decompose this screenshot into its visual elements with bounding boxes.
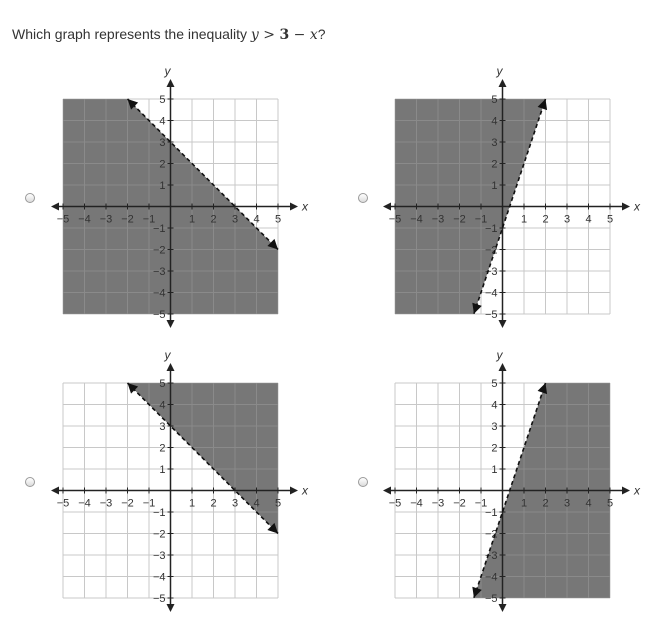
y-tick-label: 1 — [491, 464, 498, 476]
y-tick-label: −3 — [152, 550, 166, 562]
y-tick-label: 4 — [159, 115, 166, 128]
y-tick-label: 3 — [491, 137, 498, 149]
x-tick-label: 5 — [606, 497, 614, 510]
x-tick-label: 5 — [274, 497, 282, 510]
y-tick-label: −3 — [484, 266, 498, 278]
y-tick-label: −4 — [484, 571, 498, 584]
y-axis-top-arrow — [167, 79, 175, 87]
question-prefix: Which graph represents the inequality — [12, 26, 251, 42]
y-tick-label: −3 — [484, 550, 498, 562]
y-tick-label: −2 — [484, 528, 498, 541]
x-axis-label: x — [634, 483, 640, 498]
y-tick-label: −3 — [152, 266, 166, 278]
inequality-minus: − — [289, 27, 310, 43]
y-tick-label: −5 — [152, 309, 166, 321]
y-axis-bottom-arrow — [499, 604, 507, 612]
x-tick-label: −5 — [56, 497, 70, 510]
y-tick-label: −4 — [484, 287, 498, 300]
question-suffix: ? — [317, 26, 326, 42]
x-tick-label: −3 — [99, 213, 113, 226]
x-tick-label: −2 — [121, 213, 134, 226]
x-tick-label: 3 — [563, 213, 571, 226]
y-tick-label: 4 — [491, 399, 498, 412]
y-tick-label: 1 — [159, 180, 166, 192]
x-tick-label: 4 — [253, 497, 260, 510]
answer-radio-2[interactable] — [358, 193, 368, 203]
y-tick-label: −2 — [152, 244, 166, 257]
x-tick-label: −4 — [410, 213, 423, 226]
x-axis-right-arrow — [290, 487, 298, 495]
x-tick-label: −1 — [142, 213, 156, 226]
graph-option-4 — [378, 346, 648, 626]
y-tick-label: −1 — [152, 223, 166, 235]
y-tick-label: 2 — [491, 158, 498, 171]
y-tick-label: 2 — [159, 442, 166, 455]
graph-option-1 — [46, 62, 316, 342]
x-tick-label: −3 — [99, 497, 113, 510]
x-axis-left-arrow — [383, 203, 391, 211]
y-axis-top-arrow — [499, 79, 507, 87]
x-tick-label: −5 — [56, 213, 70, 226]
x-axis-label: x — [634, 199, 640, 214]
x-axis-label: x — [302, 483, 308, 498]
x-axis-left-arrow — [51, 487, 59, 495]
y-tick-label: 3 — [491, 421, 498, 433]
x-tick-label: −3 — [431, 213, 445, 226]
y-tick-label: 3 — [159, 137, 166, 149]
x-tick-label: 5 — [274, 213, 282, 226]
y-tick-label: 2 — [159, 158, 166, 171]
y-axis-top-arrow — [499, 363, 507, 371]
y-axis-label: y — [164, 348, 171, 362]
answer-radio-3[interactable] — [25, 477, 35, 487]
coordinate-plane — [378, 62, 648, 342]
y-axis-label: y — [496, 64, 503, 78]
y-axis-bottom-arrow — [167, 604, 175, 612]
x-tick-label: 1 — [520, 497, 528, 510]
y-tick-label: 1 — [159, 464, 166, 476]
boundary-arrow-start — [472, 303, 481, 314]
x-tick-label: 5 — [606, 213, 614, 226]
x-tick-label: −4 — [78, 497, 91, 510]
y-tick-label: 5 — [159, 378, 166, 390]
y-tick-label: −1 — [484, 507, 498, 519]
x-tick-label: −1 — [142, 497, 156, 510]
x-tick-label: 3 — [563, 497, 571, 510]
inequality-operator: > — [258, 27, 280, 43]
x-tick-label: 3 — [231, 213, 239, 226]
y-tick-label: −2 — [152, 528, 166, 541]
x-tick-label: 3 — [231, 497, 239, 510]
graph-option-2 — [378, 62, 648, 342]
x-tick-label: −1 — [474, 497, 488, 510]
x-tick-label: 1 — [520, 213, 528, 226]
x-tick-label: −4 — [410, 497, 423, 510]
y-tick-label: 3 — [159, 421, 166, 433]
inequality-lhs: y — [250, 27, 259, 43]
x-tick-label: −2 — [121, 497, 134, 510]
y-tick-label: 5 — [491, 94, 498, 106]
y-tick-label: 4 — [159, 399, 166, 412]
y-tick-label: 5 — [159, 94, 166, 106]
inequality-constant: 3 — [279, 27, 290, 43]
x-tick-label: −2 — [453, 213, 466, 226]
x-tick-label: 4 — [585, 213, 592, 226]
x-axis-right-arrow — [290, 203, 298, 211]
x-axis-right-arrow — [622, 203, 630, 211]
question-text — [12, 26, 326, 43]
y-tick-label: 1 — [491, 180, 498, 192]
inequality-variable: x — [309, 27, 318, 43]
x-tick-label: −4 — [78, 213, 91, 226]
x-axis-left-arrow — [51, 203, 59, 211]
x-axis-label: x — [302, 199, 308, 214]
y-tick-label: 5 — [491, 378, 498, 390]
answer-radio-4[interactable] — [358, 477, 368, 487]
x-tick-label: 2 — [542, 213, 549, 226]
graph-option-3 — [46, 346, 316, 626]
x-tick-label: 2 — [542, 497, 549, 510]
x-axis-left-arrow — [383, 487, 391, 495]
coordinate-plane — [46, 62, 316, 342]
y-tick-label: −2 — [484, 244, 498, 257]
x-axis-right-arrow — [622, 487, 630, 495]
x-tick-label: −3 — [431, 497, 445, 510]
y-axis-bottom-arrow — [499, 320, 507, 328]
x-tick-label: 1 — [188, 213, 196, 226]
y-tick-label: −5 — [484, 593, 498, 605]
x-tick-label: −2 — [453, 497, 466, 510]
x-tick-label: 4 — [253, 213, 260, 226]
boundary-arrow-end — [538, 383, 547, 394]
y-tick-label: −1 — [152, 507, 166, 519]
y-tick-label: 4 — [491, 115, 498, 128]
coordinate-plane — [46, 346, 316, 626]
x-tick-label: −5 — [388, 213, 402, 226]
y-tick-label: −4 — [152, 571, 166, 584]
y-axis-bottom-arrow — [167, 320, 175, 328]
x-tick-label: −5 — [388, 497, 402, 510]
inequality-expression — [251, 27, 318, 43]
y-axis-label: y — [496, 348, 503, 362]
y-tick-label: −5 — [152, 593, 166, 605]
y-axis-top-arrow — [167, 363, 175, 371]
x-tick-label: 1 — [188, 497, 196, 510]
y-tick-label: −4 — [152, 287, 166, 300]
x-tick-label: −1 — [474, 213, 488, 226]
y-axis-label: y — [164, 64, 171, 78]
y-tick-label: −1 — [484, 223, 498, 235]
y-tick-label: 2 — [491, 442, 498, 455]
answer-radio-1[interactable] — [25, 193, 35, 203]
x-tick-label: 2 — [210, 213, 217, 226]
coordinate-plane — [378, 346, 648, 626]
x-tick-label: 4 — [585, 497, 592, 510]
x-tick-label: 2 — [210, 497, 217, 510]
y-tick-label: −5 — [484, 309, 498, 321]
